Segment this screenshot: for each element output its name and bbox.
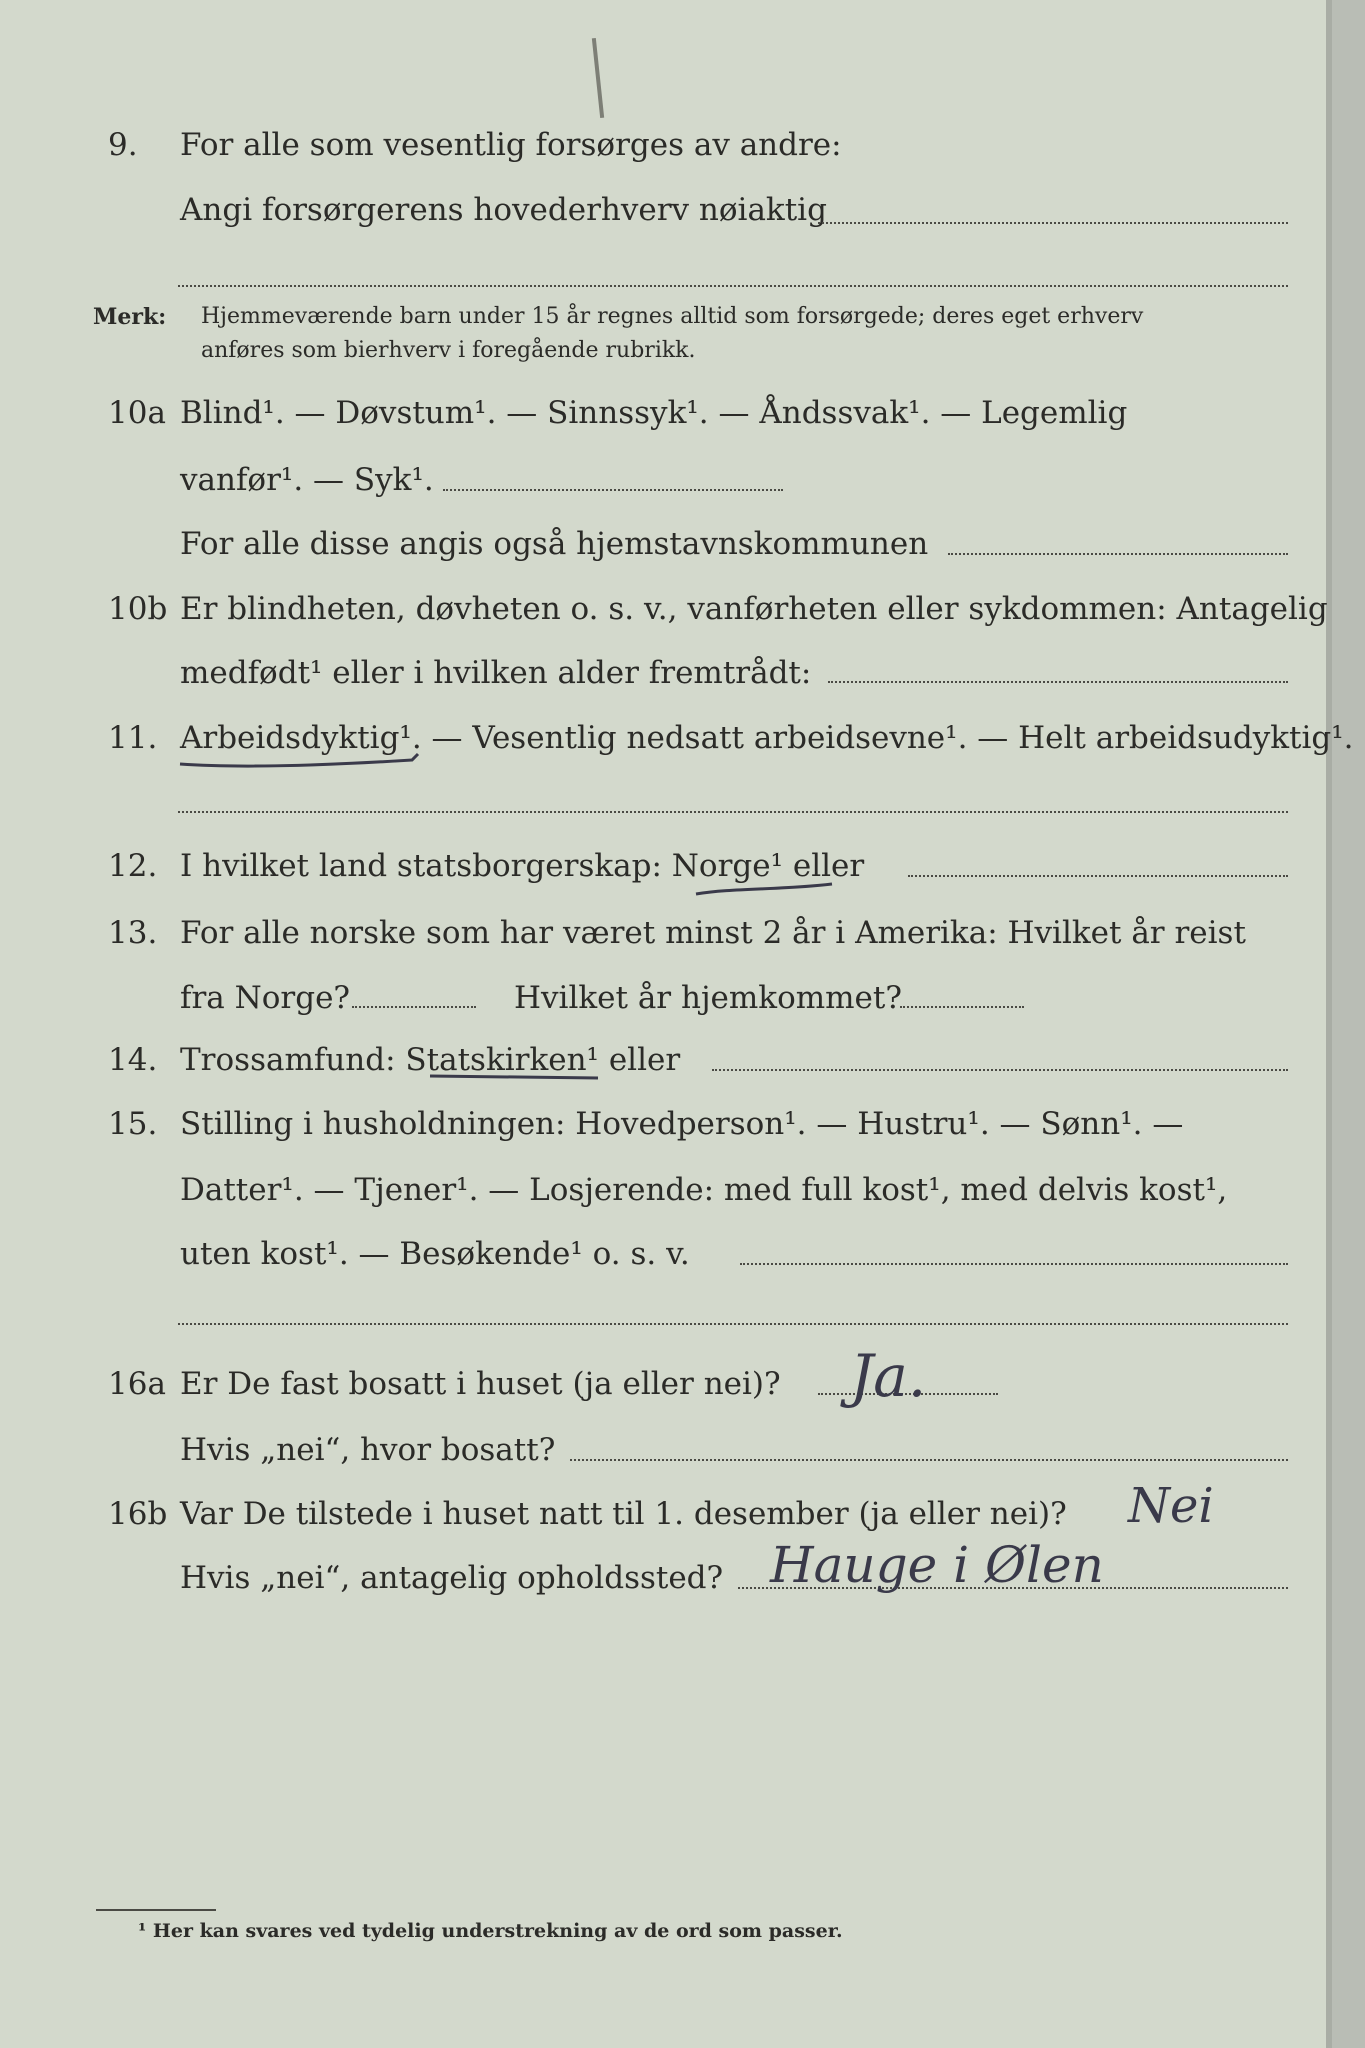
question-text: Arbeidsdyktig¹. — Vesentlig nedsatt arbeidsevne¹. — Helt arbeidsudyktig¹. — [180, 720, 1354, 756]
question-text: Trossamfund: Statskirken¹ eller — [180, 1042, 681, 1078]
question-text: For alle som vesentlig forsørges av andre: — [180, 127, 842, 163]
question-text: Hvis „nei“, hvor bosatt? — [180, 1432, 556, 1468]
question-text: Er blindheten, døvheten o. s. v., vanførheten eller sykdommen: Antagelig — [180, 591, 1328, 627]
answer-line — [948, 552, 1288, 555]
note-text-1: Hjemmeværende barn under 15 år regnes alltid som forsørgede; deres eget erhverv — [201, 304, 1144, 329]
answer-line — [570, 1458, 1288, 1461]
question-number: 10b — [108, 591, 168, 627]
answer-line — [740, 1262, 1288, 1265]
question-number: 16a — [108, 1366, 166, 1402]
answer-line — [900, 1005, 1024, 1008]
handwritten-answer: Ja. — [850, 1342, 927, 1410]
footnote: ¹ Her kan svares ved tydelig understrekning av de ord som passer. — [138, 1920, 843, 1942]
question-text: vanfør¹. — Syk¹. — [180, 462, 434, 498]
question-text: For alle disse angis også hjemstavnskommunen — [180, 526, 929, 562]
answer-line — [908, 874, 1288, 877]
handwritten-underline — [426, 1064, 606, 1088]
answer-line — [178, 1322, 1288, 1325]
question-text: I hvilket land statsborgerskap: Norge¹ eller — [180, 848, 865, 884]
question-text: For alle norske som har været minst 2 år i Amerika: Hvilket år reist — [180, 915, 1246, 951]
answer-line — [828, 680, 1288, 683]
question-number: 12. — [108, 848, 158, 884]
handwritten-underline — [176, 742, 426, 776]
question-number: 13. — [108, 915, 158, 951]
question-text: Angi forsørgerens hovederhverv nøiaktig — [180, 192, 827, 228]
question-number: 15. — [108, 1106, 158, 1142]
answer-line — [818, 221, 1288, 224]
answer-line — [712, 1068, 1288, 1071]
question-number: 14. — [108, 1042, 158, 1078]
question-text: medfødt¹ eller i hvilken alder fremtrådt: — [180, 655, 812, 691]
question-text: Datter¹. — Tjener¹. — Losjerende: med full kost¹, med delvis kost¹, — [180, 1172, 1228, 1208]
question-text: Blind¹. — Døvstum¹. — Sinnssyk¹. — Åndssvak¹. — Legemlig — [180, 395, 1128, 431]
question-number: 9. — [108, 127, 138, 163]
answer-line — [443, 488, 783, 491]
handwritten-underline — [692, 870, 842, 904]
answer-line — [178, 284, 1288, 287]
answer-line — [352, 1005, 476, 1008]
question-text-b: Hvilket år hjemkommet? — [514, 980, 902, 1016]
question-text: Hvis „nei“, antagelig opholdssted? — [180, 1560, 724, 1596]
question-text-a: fra Norge? — [180, 980, 351, 1016]
paper-tear — [592, 38, 604, 118]
question-text: Er De fast bosatt i huset (ja eller nei)? — [180, 1366, 781, 1402]
question-text: Var De tilstede i huset natt til 1. desember (ja eller nei)? — [180, 1496, 1067, 1532]
answer-line — [178, 810, 1288, 813]
question-text: Stilling i husholdningen: Hovedperson¹. — Hustru¹. — Sønn¹. — — [180, 1106, 1184, 1142]
question-number: 11. — [108, 720, 158, 756]
handwritten-answer: Nei — [1128, 1478, 1214, 1534]
note-text-2: anføres som bierhverv i foregående rubrikk. — [201, 338, 696, 363]
note-label: Merk: — [93, 304, 167, 330]
handwritten-answer: Hauge i Ølen — [770, 1536, 1104, 1594]
question-number: 10a — [108, 395, 166, 431]
footnote-divider — [96, 1908, 216, 1911]
question-number: 16b — [108, 1496, 168, 1532]
question-text: uten kost¹. — Besøkende¹ o. s. v. — [180, 1236, 690, 1272]
